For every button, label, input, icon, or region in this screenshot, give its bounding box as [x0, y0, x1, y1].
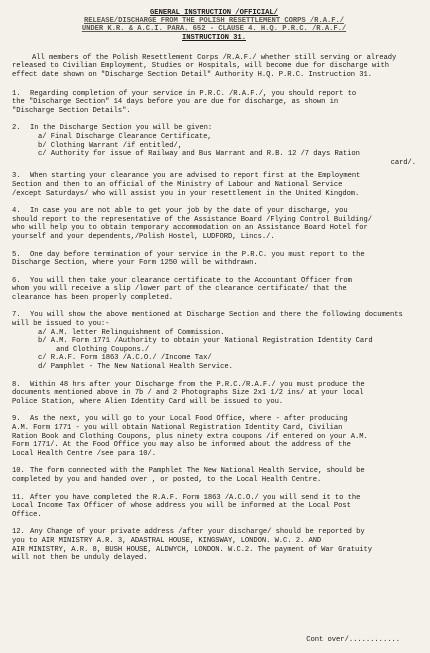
paragraph-number: 8. — [12, 380, 21, 389]
paragraph-8 — [12, 381, 416, 407]
paragraph-line: AIR MINISTRY, A.R. 8, BUSH HOUSE, ALDWYCH, LONDON. W.C.2. The payment of War Gratuity — [12, 545, 372, 554]
header-title-line-3: UNDER K.R. & A.C.I. PARA. 652 - CLAUSE 4. H.Q. P.R.C. /R.A.F./ — [81, 25, 347, 34]
paragraph-number: 9. — [12, 415, 21, 424]
paragraph-number: 10. — [12, 467, 25, 476]
list-item: b/ A.M. Form 1771 /Authority to obtain your National Registration Identity Card — [38, 337, 373, 346]
paragraph-line: When starting your clearance you are advised to report first at the Employment — [30, 172, 361, 181]
paragraph-line: In case you are not able to get your job by the date of your discharge, you — [30, 207, 348, 216]
paragraph-line: completed by you and handed over , or posted, to the Local Health Centre. — [12, 475, 322, 484]
paragraph-line: "Discharge Section Details". — [12, 106, 131, 115]
list-item-tail: card/. — [390, 158, 416, 167]
list-item: d/ Pamphlet - The New National Health Service. — [38, 363, 233, 372]
paragraph-number: 2. — [12, 124, 21, 133]
paragraph-11 — [12, 494, 416, 520]
paragraph-line: you to AIR MINISTRY A.R. 3, ADASTRAL HOUSE, KINGSWAY, LONDON. W.C. 2. AND — [12, 536, 322, 545]
paragraph-lead: In the Discharge Section you will be given: — [30, 124, 213, 133]
header-classification: GENERAL INSTRUCTION /OFFICIAL/ — [150, 9, 278, 17]
paragraph-line: the "Discharge Section" 14 days before you are due for discharge, as shown in — [12, 98, 339, 107]
list-item: c/ Authority for issue of Railway and Bus Warrant and R.B. 12 /7 days Ration — [38, 150, 360, 159]
paragraph-number: 3. — [12, 172, 21, 181]
paragraph-number: 5. — [12, 250, 21, 259]
paragraph-line: Local Health Centre /see para 10/. — [12, 449, 156, 458]
paragraph-line: Ration Book and Clothing Coupons, plus ninety extra coupons /if entered on your A.M. — [12, 432, 368, 441]
document-header — [12, 9, 416, 42]
paragraph-line: Form 1771/. At the Food Office you may also be informed about the address of the — [12, 441, 351, 450]
paragraph-line: who will help you to obtain temporary accommodation on an Assistance Board Hotel for — [12, 224, 368, 233]
paragraph-line: /except Saturdays/ who will assist you in your resettlement in the United Kingdom. — [12, 189, 360, 198]
paragraph-line: clearance has been properly completed. — [12, 293, 173, 302]
paragraph-line: You will then take your clearance certificate to the Accountant Officer from — [30, 276, 352, 285]
paragraph-line: yourself and your dependents,/Polish Hostel, LUDFORD, Lincs./. — [12, 232, 275, 241]
paragraph-line: As the next, you will go to your Local Food Office, where - after producing — [30, 415, 348, 424]
paragraph-line: will not then be unduly delayed. — [12, 554, 148, 563]
paragraph-line: Regarding completion of your service in P.R.C. /R.A.F./, you should report to — [30, 89, 357, 98]
list-item: and Clothing Coupons./ — [56, 345, 150, 354]
paragraph-line: One day before termination of your service in the P.R.C. you must report to the — [30, 250, 365, 259]
list-item: c/ R.A.F. Form 1863 /A.C.O./ /Income Tax/ — [38, 354, 212, 363]
paragraph-6 — [12, 277, 416, 303]
paragraph-number: 4. — [12, 207, 21, 216]
paragraph-line: Police Station, where Alien Identity Card will be issued to you. — [12, 397, 284, 406]
list-item: a/ A.M. letter Relinquishment of Commission. — [38, 328, 225, 337]
paragraph-4 — [12, 207, 416, 241]
paragraph-number: 1. — [12, 89, 21, 98]
list-item: b/ Clothing Warrant /if entitled/, — [38, 141, 182, 150]
paragraph-number: 11. — [12, 493, 25, 502]
paragraph-line: After you have completed the R.A.F. Form 1863 /A.C.O./ you will send it to the — [30, 493, 361, 502]
paragraph-7 — [12, 311, 416, 371]
paragraph-12 — [12, 528, 416, 562]
paragraph-number: 12. — [12, 528, 25, 537]
paragraph-line: Section and then to an official of the Ministry of Labour and National Service — [12, 180, 343, 189]
header-instruction: INSTRUCTION 31. — [182, 33, 246, 42]
paragraph-line: Any Change of your private address /after your discharge/ should be reported by — [30, 528, 365, 537]
paragraph-line: should report to the representative of the Assistance Board /Flying Control Building/ — [12, 215, 372, 224]
paragraph-number: 6. — [12, 276, 21, 285]
header-title-line-2: RELEASE/DISCHARGE FROM THE POLISH RESETTLEMENT CORPS /R.A.F./ — [83, 17, 345, 26]
paragraph-line: The form connected with the Pamphlet The New National Health Service, should be — [30, 467, 365, 476]
paragraph-10 — [12, 467, 416, 484]
paragraph-line: Within 48 hrs after your Discharge from the P.R.C./R.A.F./ you must produce the — [30, 380, 365, 389]
paragraph-line: Discharge Section, where your Form 1250 will be withdrawn. — [12, 259, 258, 268]
paragraph-3 — [12, 172, 416, 198]
paragraph-number: 7. — [12, 311, 21, 320]
continuation-note: Cont over/............ — [306, 636, 400, 644]
list-item: a/ Final Discharge Clearance Certificate, — [38, 132, 212, 141]
paragraph-line: Local Income Tax Officer of whose address you will be informed at the Local Post — [12, 502, 351, 511]
paragraph-line: A.M. Form 1771 - you will obtain National Registration Identity Card, Civilian — [12, 424, 343, 432]
intro-paragraph: All members of the Polish Resettlement Corps /R.A.F./ whether still serving or already released to Civilian Employment, Studies or Hospitals, will become due for discharge with effect date shown on "Discharge Section Detail" Authority H.Q. P.R.C. Instruction 31. — [12, 53, 397, 79]
paragraph-line: documents mentioned above in 7b / and 2 Photographs Size 2x1 1/2 ins/ at your local — [12, 389, 364, 398]
paragraph-lead: You will show the above mentioned at Discharge Section and there the following documents will be issued to you:- — [12, 311, 403, 329]
paragraph-9 — [12, 415, 416, 458]
paragraph-2 — [12, 124, 416, 167]
paragraph-1 — [12, 90, 416, 116]
paragraph-line: whom you will receive a slip /lower part of the clearance certificate/ that the — [12, 285, 347, 294]
paragraph-5 — [12, 251, 416, 268]
paragraph-line: Office. — [12, 510, 42, 519]
